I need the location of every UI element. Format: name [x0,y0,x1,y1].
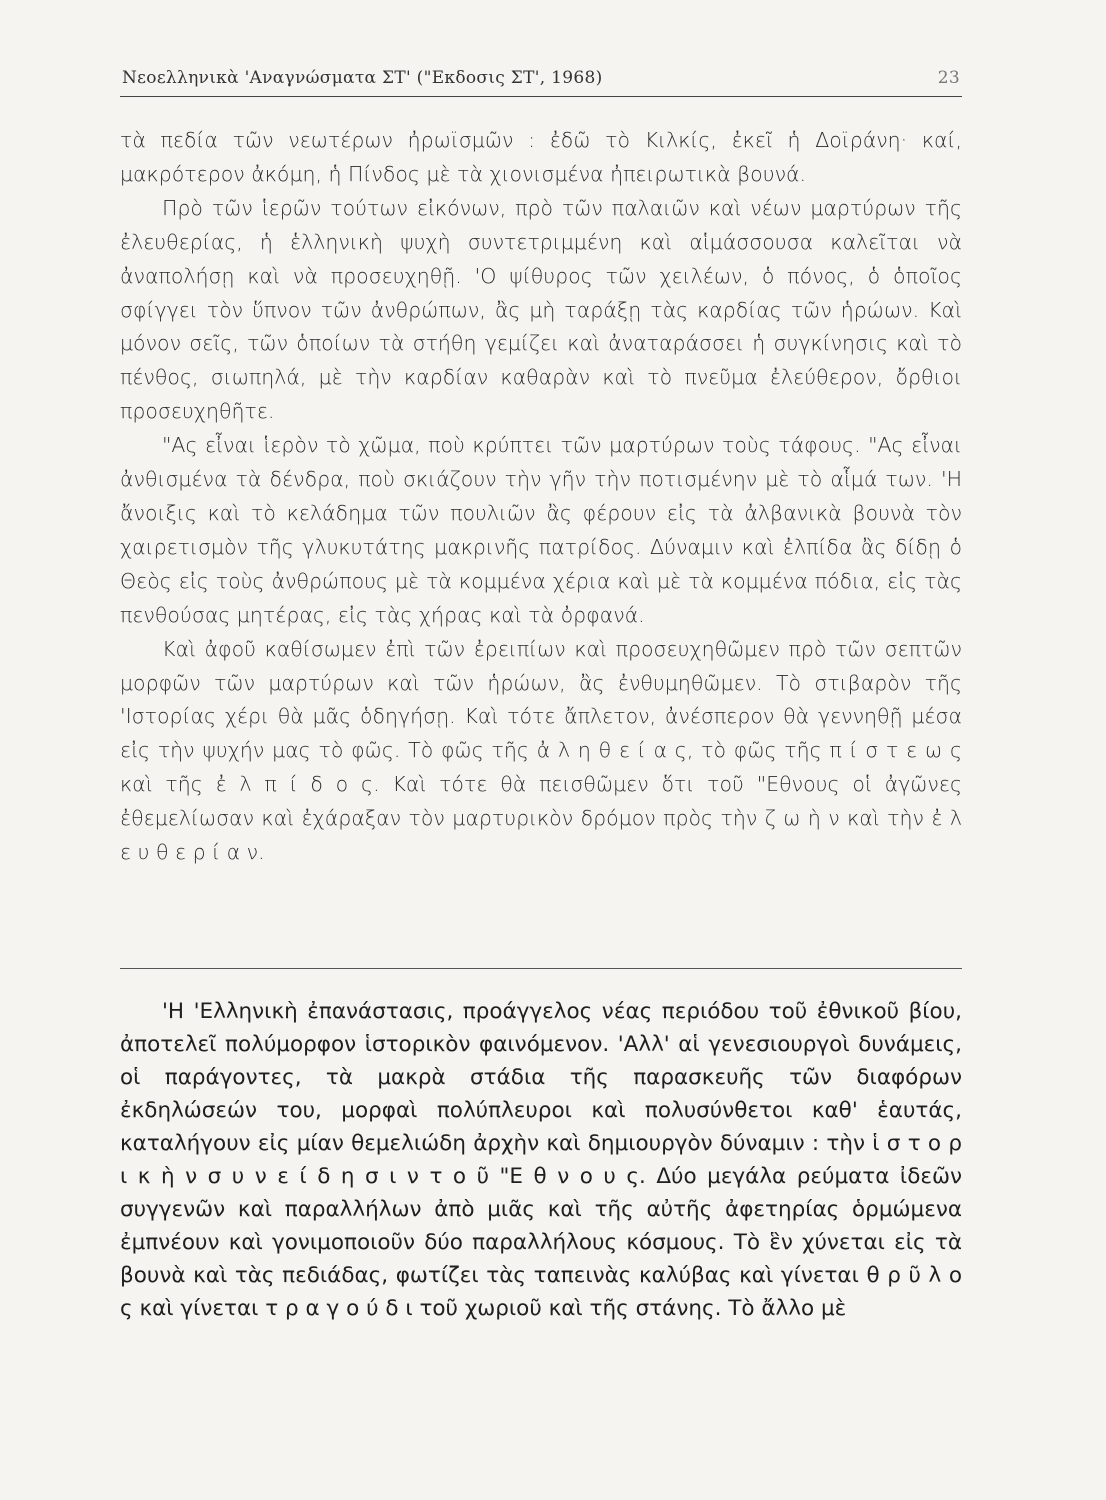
paragraph: "Ας εἶναι ἱερὸν τὸ χῶμα, ποὺ κρύπτει τῶν μαρτύρων τοὺς τάφους. "Ας εἶναι ἀνθισμένα τὰ δένδρα, ποὺ σκιάζουν τὴν γῆν τὴν ποτισμένην μὲ τὸ αἷμά των. 'Η ἄνοιξις καὶ τὸ κελάδημα τῶν πουλιῶν ἂς φέρουν εἰς τὰ ἀλβανικὰ βουνὰ τὸν χαιρετισμὸν τῆς γλυκυτάτης μακρινῆς πατρίδος. Δύναμιν καὶ ἐλπίδα ἂς δίδῃ ὁ Θεὸς εἰς τοὺς ἀνθρώπους μὲ τὰ κομμένα χέρια καὶ μὲ τὰ κομμένα πόδια, εἰς τὰς πενθούσας μητέρας, εἰς τὰς χήρας καὶ τὰ ὀρφανά. [120,433,962,627]
paragraph: τὰ πεδία τῶν νεωτέρων ἠρωϊσμῶν : ἐδῶ τὸ Κιλκίς, ἐκεῖ ἡ Δοϊράνη· καί, μακρότερον ἀκόμη, ἡ Πίνδος μὲ τὰ χιονισμένα ἠπειρωτικὰ βουνά. [120,128,962,186]
header-rule [120,96,962,97]
paragraph: 'Η 'Ελληνικὴ ἐπανάστασις, προάγγελος νέας περιόδου τοῦ ἐθνικοῦ βίου, ἀποτελεῖ πολύμορφον ἱστορικὸν φαινόμενον. 'Αλλ' αἱ γενεσιουργοὶ δυνάμεις, οἱ παράγοντες, τὰ μακρὰ στάδια τῆς παρασκευῆς τῶν διαφόρων ἐκδηλώσεών του, μορφαὶ πολύπλευροι καὶ πολυσύνθετοι καθ' ἑαυτάς, καταλήγουν εἰς μίαν θεμελιώδη ἀρχὴν καὶ δημιουργὸν δύναμιν : τὴν ἱ σ τ ο ρ ι κ ὴ ν σ υ ν ε ί δ η σ ι ν τ ο ῦ "Ε θ ν ο υ ς. Δύο μεγάλα ρεύματα ἰδεῶν συγγενῶν καὶ παραλλήλων ἀπὸ μιᾶς καὶ τῆς αὐτῆς ἀφετηρίας ὁρμώμενα ἐμπνέουν καὶ γονιμοποιοῦν δύο παραλλήλους κόσμους. Τὸ ἓν χύνεται εἰς τὰ βουνὰ καὶ τὰς πεδιάδας, φωτίζει τὰς ταπεινὰς καλύβας καὶ γίνεται θ ρ ῦ λ ο ς καὶ γίνεται τ ρ α γ ο ύ δ ι τοῦ χωριοῦ καὶ τῆς στάνης. Τὸ ἄλλο μὲ [120,999,962,1321]
paragraph: Πρὸ τῶν ἱερῶν τούτων εἰκόνων, πρὸ τῶν παλαιῶν καὶ νέων μαρτύρων τῆς ἐλευθερίας, ἡ ἑλληνικὴ ψυχὴ συντετριμμένη καὶ αἱμάσσουσα καλεῖται νὰ ἀναπολήσῃ καὶ νὰ προσευχηθῇ. 'Ο ψίθυρος τῶν χειλέων, ὁ πόνος, ὁ ὁποῖος σφίγγει τὸν ὕπνον τῶν ἀνθρώπων, ἂς μὴ ταράξῃ τὰς καρδίας τῶν ἡρώων. Καὶ μόνον σεῖς, τῶν ὁποίων τὰ στήθη γεμίζει καὶ ἀναταράσσει ἡ συγκίνησις καὶ τὸ πένθος, σιωπηλά, μὲ τὴν καρδίαν καθαρὰν καὶ τὸ πνεῦμα ἐλεύθερον, ὄρθιοι προσευχηθῆτε. [120,195,962,424]
section-separator [120,968,962,969]
running-header [122,64,962,94]
text-section-1 [120,124,962,870]
text-section-2 [120,995,962,1325]
page-number: 23 [937,68,960,88]
paragraph: Καὶ ἀφοῦ καθίσωμεν ἐπὶ τῶν ἐρειπίων καὶ προσευχηθῶμεν πρὸ τῶν σεπτῶν μορφῶν τῶν μαρτύρων καὶ τῶν ἡρώων, ἂς ἐνθυμηθῶμεν. Τὸ στιβαρὸν τῆς 'Ιστορίας χέρι θὰ μᾶς ὁδηγήσῃ. Καὶ τότε ἄπλετον, ἀνέσπερον θὰ γεννηθῇ μέσα εἰς τὴν ψυχήν μας τὸ φῶς. Τὸ φῶς τῆς ἀ λ η θ ε ί α ς, τὸ φῶς τῆς π ί σ τ ε ω ς καὶ τῆς ἐ λ π ί δ ο ς. Καὶ τότε θὰ πεισθῶμεν ὅτι τοῦ "Εθνους οἱ ἀγῶνες ἐθεμελίωσαν καὶ ἐχάραξαν τὸν μαρτυρικὸν δρόμον πρὸς τὴν ζ ω ὴ ν καὶ τὴν ἐ λ ε υ θ ε ρ ί α ν. [120,636,962,865]
header-title: Νεοελληνικὰ 'Αναγνώσματα ΣΤ' ("Εκδοσις ΣΤ', 1968) [122,68,603,88]
